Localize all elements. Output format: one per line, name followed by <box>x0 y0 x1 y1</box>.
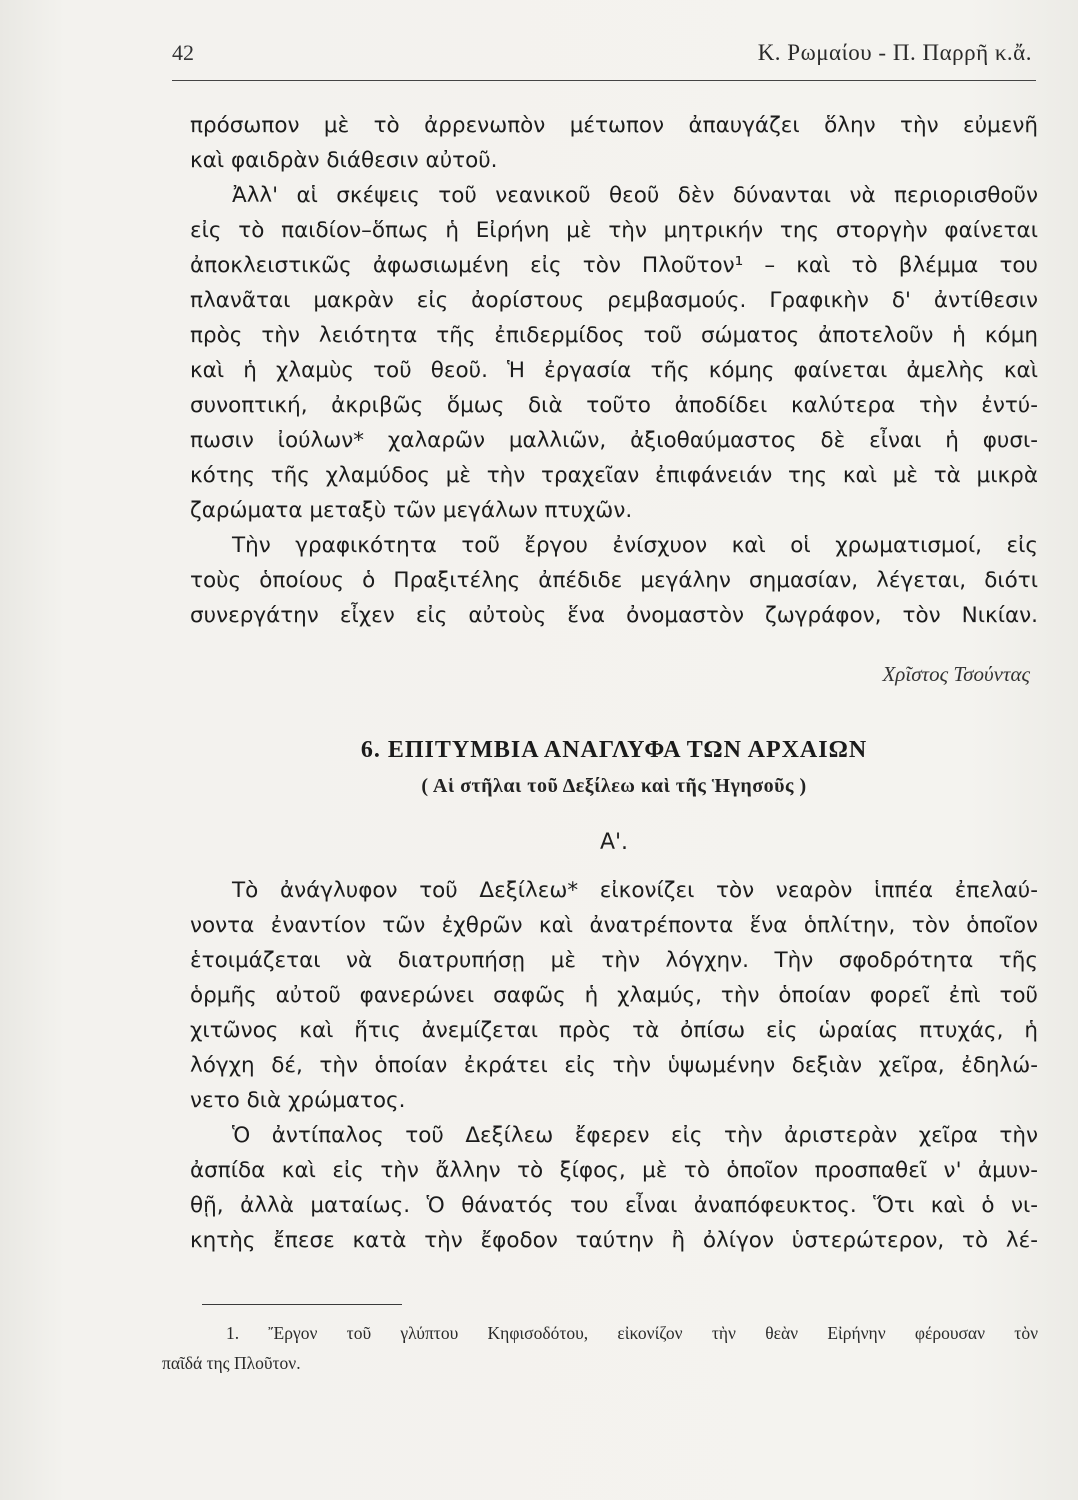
text-line: συνεργάτην εἶχεν εἰς αὐτοὺς ἕνα ὀνομαστὸν ζωγράφον, τὸν Νικίαν. <box>190 603 1038 628</box>
section-title: 6. ΕΠΙΤΥΜΒΙΑ ΑΝΑΓΛΥΦΑ ΤΩΝ ΑΡΧΑΙΩΝ <box>360 737 868 763</box>
text-line: κητὴς ἔπεσε κατὰ τὴν ἔφοδον ταύτην ἢ ὀλίγον ὑστερώτερον, τὸ λέ- <box>190 1228 1038 1253</box>
article-1-text <box>190 108 1038 633</box>
footnote-line: παῖδά της Πλοῦτον. <box>162 1353 301 1373</box>
author-signature: Χρῖστος Τσούντας <box>882 662 1030 686</box>
text-line: καὶ φαιδρὰν διάθεσιν αὐτοῦ. <box>190 148 498 173</box>
text-line: ἀσπίδα καὶ εἰς τὴν ἄλλην τὸ ξίφος, μὲ τὸ ὁποῖον προσπαθεῖ ν' ἀμυν- <box>190 1158 1038 1183</box>
part-label: Α'. <box>599 830 629 855</box>
text-line: πωσιν ἰούλων* χαλαρῶν μαλλιῶν, ἀξιοθαύμαστος δὲ εἶναι ἡ φυσι- <box>190 428 1038 453</box>
text-line: λόγχη δέ, τὴν ὁποίαν ἐκράτει εἰς τὴν ὑψωμένην δεξιὰν χεῖρα, ἐδηλώ- <box>190 1053 1038 1078</box>
text-line: τοὺς ὁποίους ὁ Πραξιτέλης ἀπέδιδε μεγάλην σημασίαν, λέγεται, διότι <box>190 568 1038 593</box>
text-line: ζαρώματα μεταξὺ τῶν μεγάλων πτυχῶν. <box>190 498 633 523</box>
section-subtitle: ( Αἱ στῆλαι τοῦ Δεξίλεω καὶ τῆς Ἡγησοῦς ) <box>421 775 807 797</box>
text-line: εἰς τὸ παιδίον–ὅπως ἡ Εἰρήνη μὲ τὴν μητρικήν της στοργὴν φαίνεται <box>190 218 1038 243</box>
text-line: πρὸς τὴν λειότητα τῆς ἐπιδερμίδος τοῦ σώματος ἀποτελοῦν ἡ κόμη <box>190 323 1038 348</box>
text-line: ἑτοιμάζεται νὰ διατρυπήσῃ μὲ τὴν λόγχην. Τὴν σφοδρότητα τῆς <box>190 948 1038 973</box>
header-rule <box>172 80 1036 81</box>
text-line: χιτῶνος καὶ ἥτις ἀνεμίζεται πρὸς τὰ ὀπίσω εἰς ὡραίας πτυχάς, ἡ <box>190 1018 1038 1043</box>
footnote-separator <box>202 1304 402 1305</box>
text-line: πρόσωπον μὲ τὸ ἀρρενωπὸν μέτωπον ἀπαυγάζει ὅλην τὴν εὐμενῆ <box>190 113 1038 138</box>
text-line: καὶ ἡ χλαμὺς τοῦ θεοῦ. Ἡ ἐργασία τῆς κόμης φαίνεται ἀμελὴς καὶ <box>190 358 1038 383</box>
footnote-line: 1. Ἔργον τοῦ γλύπτου Κηφισοδότου, εἰκονίζον τὴν θεὰν Εἰρήνην φέρουσαν τὸν <box>226 1323 1038 1343</box>
page-header <box>172 40 1032 74</box>
article-2-text <box>190 873 1038 1258</box>
text-line: συνοπτική, ἀκριβῶς ὅμως διὰ τοῦτο ἀποδίδει καλύτερα τὴν ἐντύ- <box>190 393 1038 418</box>
text-line: νετο διὰ χρώματος. <box>190 1088 406 1113</box>
text-line: Ὁ ἀντίπαλος τοῦ Δεξίλεω ἔφερεν εἰς τὴν ἀριστερὰν χεῖρα τὴν <box>232 1123 1038 1148</box>
text-line: πλανᾶται μακρὰν εἰς ἀορίστους ρεμβασμούς. Γραφικὴν δ' ἀντίθεσιν <box>190 288 1038 313</box>
running-head: Κ. Ρωμαίου - Π. Παρρῆ κ.ἄ. <box>757 40 1032 65</box>
text-line: νοντα ἐναντίον τῶν ἐχθρῶν καὶ ἀνατρέποντα ἕνα ὁπλίτην, τὸν ὁποῖον <box>190 913 1038 938</box>
text-line: κότης τῆς χλαμύδος μὲ τὴν τραχεῖαν ἐπιφάνειάν της καὶ μὲ τὰ μικρὰ <box>190 463 1038 488</box>
footnote <box>162 1318 1038 1378</box>
text-line: Ἀλλ' αἱ σκέψεις τοῦ νεανικοῦ θεοῦ δὲν δύνανται νὰ περιορισθοῦν <box>232 183 1038 208</box>
text-line: ἀποκλειστικῶς ἀφωσιωμένη εἰς τὸν Πλοῦτον¹ – καὶ τὸ βλέμμα του <box>190 253 1038 278</box>
text-line: Τὸ ἀνάγλυφον τοῦ Δεξίλεω* εἰκονίζει τὸν νεαρὸν ἱππέα ἐπελαύ- <box>232 878 1038 903</box>
text-line: ὁρμῆς αὐτοῦ φανερώνει σαφῶς ἡ χλαμύς, τὴν ὁποίαν φορεῖ ἐπὶ τοῦ <box>190 983 1038 1008</box>
text-line: θῇ, ἀλλὰ ματαίως. Ὁ θάνατός του εἶναι ἀναπόφευκτος. Ὅτι καὶ ὁ νι- <box>190 1193 1038 1218</box>
text-line: Τὴν γραφικότητα τοῦ ἔργου ἐνίσχυον καὶ οἱ χρωματισμοί, εἰς <box>232 533 1038 558</box>
page-number: 42 <box>172 40 194 65</box>
